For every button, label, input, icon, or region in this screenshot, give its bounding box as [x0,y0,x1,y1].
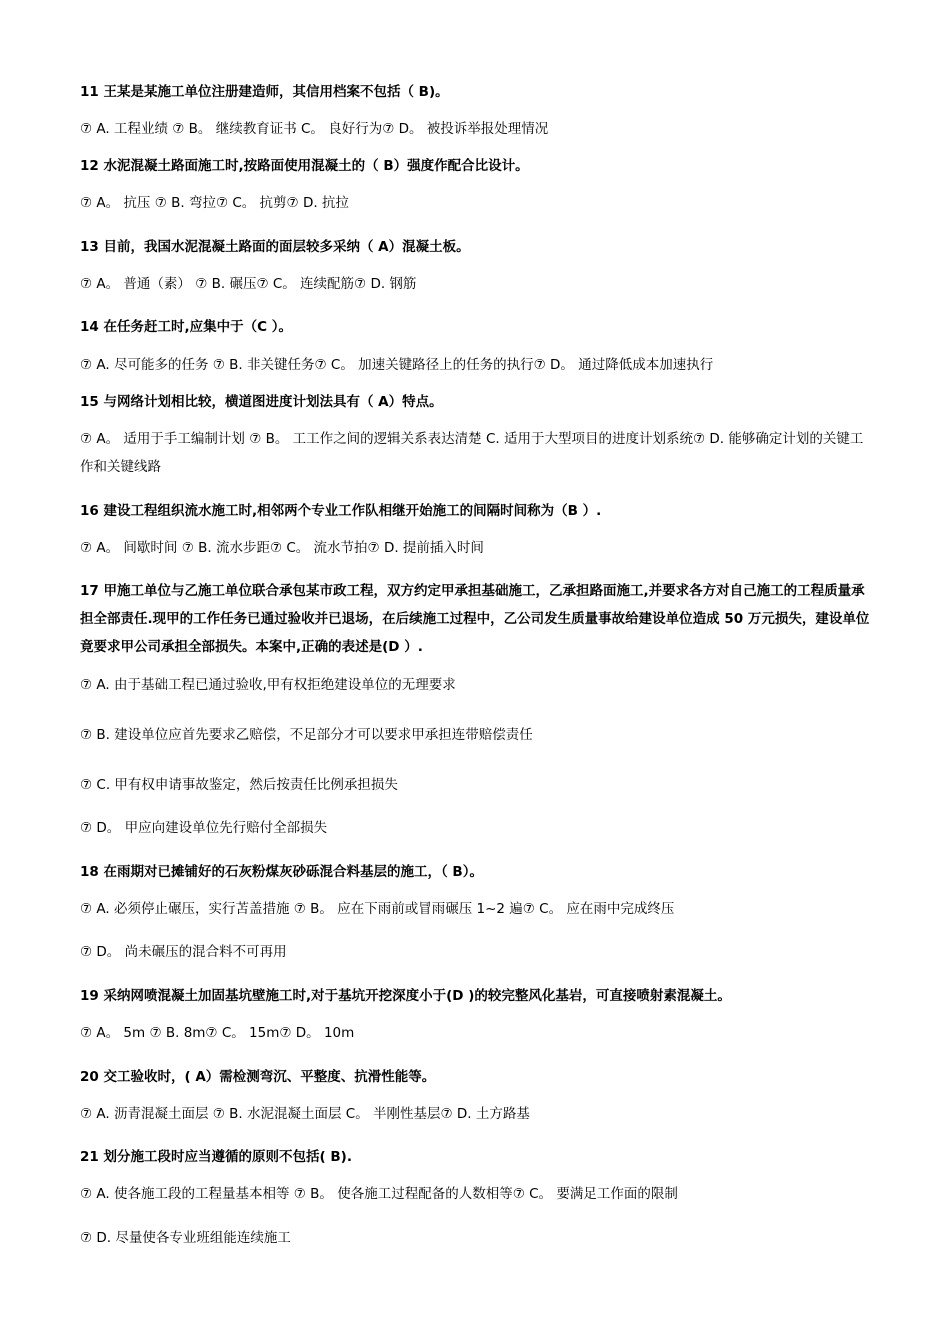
options-13: ⑦ A。 普通（素） ⑦ B. 碾压⑦ C。 连续配筋⑦ D. 钢筋 [80,276,417,292]
options-12: ⑦ A。 抗压 ⑦ B. 弯拉⑦ C。 抗剪⑦ D. 抗拉 [80,195,349,211]
options-16: ⑦ A。 间歇时间 ⑦ B. 流水步距⑦ C。 流水节拍⑦ D. 提前插入时间 [80,540,484,556]
options-14: ⑦ A. 尽可能多的任务 ⑦ B. 非关键任务⑦ C。 加速关键路径上的任务的执行⑦ D。 通过降低成本加速执行 [80,357,714,373]
options-18-abc: ⑦ A. 必须停止碾压，实行苫盖措施 ⑦ B。 应在下雨前或冒雨碾压 1~2 遍⑦ C。 应在雨中完成终压 [80,901,675,917]
question-11: 11 王某是某施工单位注册建造师，其信用档案不包括（ B)。 [80,84,449,100]
question-21: 21 划分施工段时应当遵循的原则不包括( B). [80,1149,352,1165]
options-17-a: ⑦ A. 由于基础工程已通过验收,甲有权拒绝建设单位的无理要求 [80,677,456,693]
question-13: 13 目前，我国水泥混凝土路面的面层较多采纳（ A）混凝土板。 [80,239,470,255]
options-18-d: ⑦ D。 尚未碾压的混合料不可再用 [80,944,287,960]
options-11: ⑦ A. 工程业绩 ⑦ B。 继续教育证书 C。 良好行为⑦ D。 被投诉举报处理情况 [80,121,549,137]
options-19: ⑦ A。 5m ⑦ B. 8m⑦ C。 15m⑦ D。 10m [80,1025,355,1041]
options-17-b: ⑦ B. 建设单位应首先要求乙赔偿，不足部分才可以要求甲承担连带赔偿责任 [80,727,533,743]
question-20: 20 交工验收时，( A）需检测弯沉、平整度、抗滑性能等。 [80,1069,436,1085]
options-21-abc: ⑦ A. 使各施工段的工程量基本相等 ⑦ B。 使各施工过程配备的人数相等⑦ C。 要满足工作面的限制 [80,1186,678,1202]
question-18: 18 在雨期对已摊铺好的石灰粉煤灰砂砾混合料基层的施工，（ B）。 [80,864,483,880]
options-21-d: ⑦ D. 尽量使各专业班组能连续施工 [80,1230,291,1246]
question-15: 15 与网络计划相比较，横道图进度计划法具有（ A）特点。 [80,394,443,410]
question-14: 14 在任务赶工时,应集中于（C ）。 [80,319,292,335]
question-19: 19 采纳网喷混凝土加固基坑壁施工时,对于基坑开挖深度小于(D )的较完整风化基岩，可直接喷射素混凝土。 [80,988,731,1004]
question-12: 12 水泥混凝土路面施工时,按路面使用混凝土的（ B）强度作配合比设计。 [80,158,529,174]
question-16: 16 建设工程组织流水施工时,相邻两个专业工作队相继开始施工的间隔时间称为（B ）. [80,503,602,519]
question-17: 17 甲施工单位与乙施工单位联合承包某市政工程，双方约定甲承担基础施工，乙承担路面施工,并要求各方对自己施工的工程质量承担全部责任.现甲的工作任务已通过验收并已退场，在后续施工过程中，乙公司发生质量事故给建设单位造成 50 万元损失，建设单位竟要求甲公司承担全部损失。本案中,正确的表述是(D ）. [80,583,870,655]
options-17-d: ⑦ D。 甲应向建设单位先行赔付全部损失 [80,820,328,836]
options-17-c: ⑦ C. 甲有权申请事故鉴定，然后按责任比例承担损失 [80,777,398,793]
options-15: ⑦ A。 适用于手工编制计划 ⑦ B。 工工作之间的逻辑关系表达清楚 C. 适用于大型项目的进度计划系统⑦ D. 能够确定计划的关键工作和关键线路 [80,431,864,475]
options-20: ⑦ A. 沥青混凝土面层 ⑦ B. 水泥混凝土面层 C。 半刚性基层⑦ D. 土方路基 [80,1106,530,1122]
